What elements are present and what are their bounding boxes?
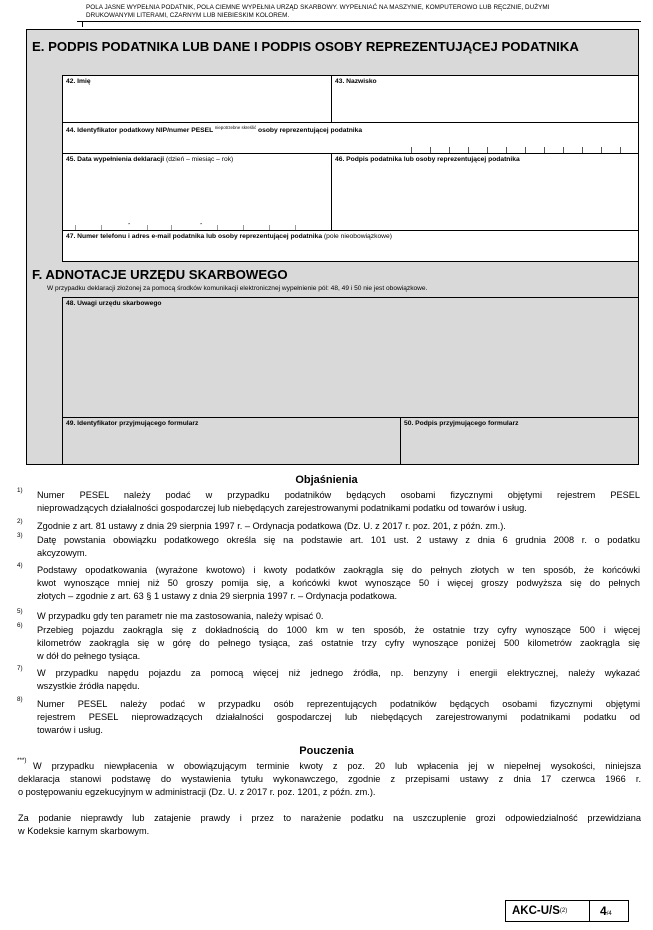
- footnote-line: towarów i usług.: [37, 724, 103, 735]
- footnote-number: 4): [17, 562, 23, 569]
- footnote-line: kwot wynoszące mniej niż 50 groszy pomija się, a końcówki kwot wynoszące 50 i więcej groszy podwyższa się do pełnych: [37, 577, 640, 588]
- corner-mark: [82, 22, 83, 27]
- header-note-line2: DRUKOWANYMI LITERAMI, CZARNYM LUB NIEBIESKIM KOLOREM.: [86, 12, 290, 20]
- tax-id-field[interactable]: [62, 122, 639, 154]
- last-name-field[interactable]: [331, 75, 639, 123]
- footnote-line: W przypadku gdy ten parametr nie ma zastosowania, należy wpisać 0.: [37, 611, 324, 621]
- footnote-line: Podstawy opodatkowania (wyrażone kwotowo) i kwoty podatków zaokrągla się do pełnych złotych w ten sposób, że końcówki: [37, 565, 640, 575]
- footnote-line: Numer PESEL należy podać w przypadku osób reprezentujących podatników będących osobami fizycznymi objętymi: [37, 699, 640, 709]
- footnote-line: nieprowadzących działalności gospodarczej lub niebędących zarejestrowanymi podatnikami podatku od towarów i usług.: [37, 502, 527, 513]
- footnote-number: 3): [17, 532, 23, 539]
- field-45-label: 45. Data wypełnienia deklaracji (dzień – miesiąc – rok): [66, 156, 234, 163]
- instructions-heading: Pouczenia: [299, 745, 354, 757]
- footnote-line: kilometrów zaokrągla się w górę do pełnego tysiąca, zaś ostatnie trzy cyfry wynoszące poniżej 500 kilometrów zaokrągla się: [37, 637, 640, 648]
- section-e-title: E. PODPIS PODATNIKA LUB DANE I PODPIS OSOBY REPREZENTUJĄCEJ PODATNIKA: [32, 39, 579, 54]
- footnote-number: 2): [17, 518, 23, 525]
- receiver-signature-field: [400, 417, 639, 465]
- explanations-heading: Objaśnienia: [295, 474, 358, 486]
- signature-field[interactable]: [331, 153, 639, 231]
- date-separator: -: [128, 221, 131, 228]
- field-50-label: 50. Podpis przyjmującego formularz: [404, 420, 519, 427]
- footnote-line: wszystkie źródła napędu.: [37, 680, 140, 691]
- footnote-line: W przypadku napędu pojazdu za pomocą więcej niż jednego źródła, np. benzyny i energii elektrycznej, należy wykazać: [37, 668, 640, 678]
- footnote-line: rejestrem PESEL nieprowadzących działalności gospodarczej lub niebędących zarejestrowanymi podatnikami podatku od: [37, 711, 640, 722]
- footnote-number: 7): [17, 665, 23, 672]
- instruction-line: w Kodeksie karnym skarbowym.: [18, 825, 150, 836]
- instruction-line: W przypadku niewpłacenia w obowiązującym terminie kwoty z poz. 20 lub wpłacenia jej w niepełnej wysokości, niniejsza: [33, 761, 641, 771]
- header-note: [86, 4, 626, 20]
- footnote-number: 8): [17, 696, 23, 703]
- instruction-line: Za podanie nieprawdy lub zatajenie prawdy i przez to narażenie podatku na uszczuplenie grozi odpowiedzialność przewidziana: [18, 813, 641, 823]
- header-divider: [77, 21, 641, 22]
- instruction-line: deklaracja stanowi podstawę do wystawienia tytułu wykonawczego, zgodnie z przepisami ustawy z dnia 17 czerwca 1966 r.: [18, 773, 641, 784]
- form-sections: [26, 29, 639, 465]
- form-code: AKC-U/S (2): [506, 901, 590, 921]
- footnote-line: Numer PESEL należy podać w przypadku podatników będących osobami fizycznymi objętymi rejestrem PESEL: [37, 490, 640, 500]
- instruction-marker: ***): [17, 757, 27, 764]
- footnote-number: 5): [17, 608, 23, 615]
- field-42-label: 42. Imię: [66, 78, 91, 85]
- page-number: 4/4: [600, 904, 612, 918]
- declaration-date-field[interactable]: [62, 153, 332, 231]
- section-f-title: F. ADNOTACJE URZĘDU SKARBOWEGO: [32, 267, 288, 282]
- footnote-line: w dół do pełnego tysiąca.: [37, 650, 141, 661]
- receiver-id-field: [62, 417, 401, 465]
- footnote-number: 1): [17, 487, 23, 494]
- footnote-line: złotych – zgodnie z art. 63 § 1 ustawy z dnia 29 sierpnia 1997 r. – Ordynacja podatkowa.: [37, 590, 398, 601]
- field-47-label: 47. Numer telefonu i adres e-mail podatnika lub osoby reprezentującej podatnika (pole nieobowiązkowe): [66, 233, 392, 240]
- phone-email-field[interactable]: [62, 230, 639, 262]
- office-remarks-field: [62, 297, 639, 418]
- date-separator: -: [200, 221, 203, 228]
- first-name-field[interactable]: [62, 75, 332, 123]
- field-46-label: 46. Podpis podatnika lub osoby reprezentującej podatnika: [335, 156, 520, 163]
- field-44-label: 44. Identyfikator podatkowy NIP/numer PESEL $^{niepotrzebne skreślić}$ osoby reprezentującej podatnika: [66, 125, 363, 135]
- instruction-line: o postępowaniu egzekucyjnym w administracji (Dz. U. z 2017 r. poz. 1201, z późn. zm.).: [18, 786, 376, 797]
- header-note-line1: POLA JASNE WYPEŁNIA PODATNIK, POLA CIEMNE WYPEŁNIA URZĄD SKARBOWY. WYPEŁNIAĆ NA MASZYNIE, KOMPUTEROWO LUB RĘCZNIE, DUŻYMI: [86, 4, 550, 11]
- footnote-line: akcyzowym.: [37, 547, 88, 558]
- field-49-label: 49. Identyfikator przyjmującego formularz: [66, 420, 199, 427]
- footnote-line: Datę powstania obowiązku podatkowego określa się na podstawie art. 101 ust. 2 ustawy z dnia 6 grudnia 2008 r. o podatku: [37, 535, 640, 545]
- footnote-line: Zgodnie z art. 81 ustawy z dnia 29 sierpnia 1997 r. – Ordynacja podatkowa (Dz. U. z 2017 r. poz. 201, z późn. zm.).: [37, 521, 506, 531]
- field-48-label: 48. Uwagi urzędu skarbowego: [66, 300, 162, 307]
- section-f-note: W przypadku deklaracji złożonej za pomocą środków komunikacji elektronicznej wypełnienie pól: 48, 49 i 50 nie jest obowiązkowe.: [47, 285, 428, 292]
- footnote-line: Przebieg pojazdu zaokrągla się z dokładnością do 1000 km w ten sposób, że ostatnie trzy cyfry wynoszące 500 i więcej: [37, 625, 640, 635]
- field-43-label: 43. Nazwisko: [335, 78, 377, 85]
- footnote-number: 6): [17, 622, 23, 629]
- form-code-box: [505, 900, 629, 922]
